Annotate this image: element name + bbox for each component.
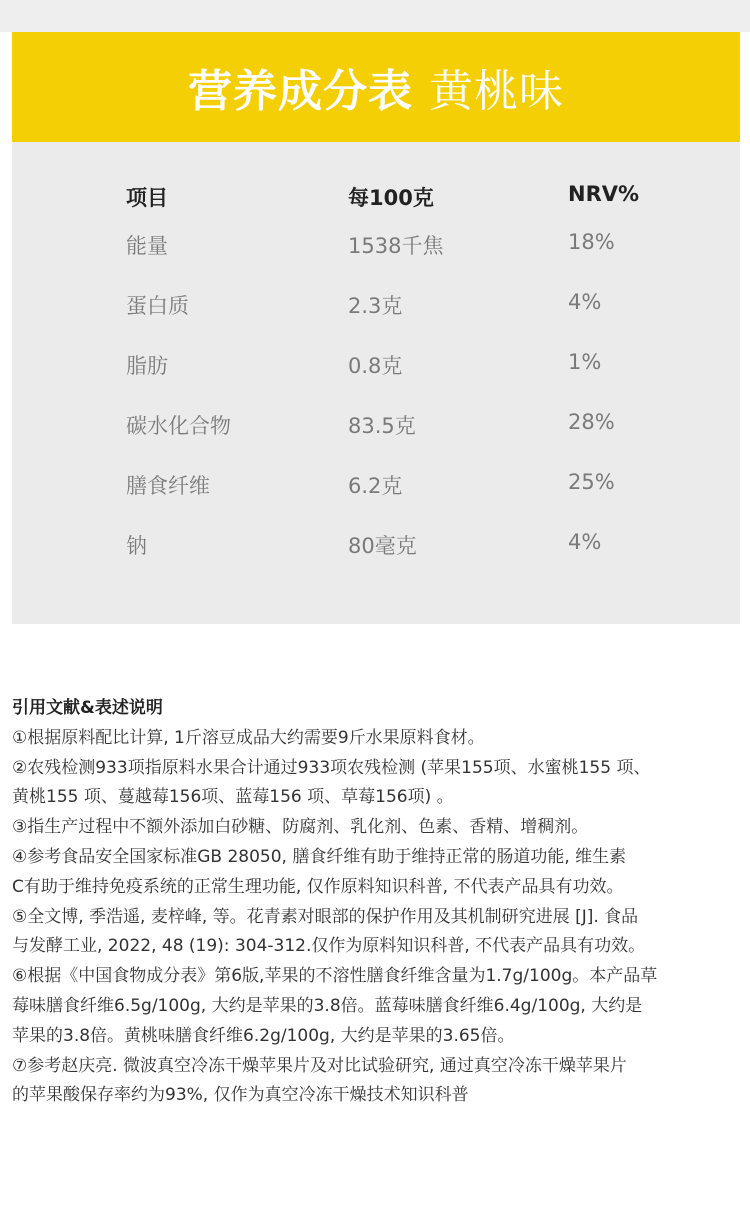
header-nrv: NRV% [568,182,640,206]
reference-line: ⑤全文博, 季浩遥, 麦梓峰, 等。花青素对眼部的保护作用及其机制研究进展 [J]. 食品 [12,906,639,927]
row-sodium-value: 80毫克 [348,534,417,558]
row-fiber-value: 6.2克 [348,474,403,498]
reference-line: ①根据原料配比计算, 1斤溶豆成品大约需要9斤水果原料食材。 [12,727,485,748]
row-sodium-name: 钠 [126,534,147,558]
reference-line: 与发酵工业, 2022, 48 (19): 304-312.仅作为原料知识科普, 不代表产品具有功效。 [12,936,646,957]
nutrition-banner [12,32,740,142]
top-strip [0,0,750,32]
row-carbs-nrv: 28% [568,410,615,434]
row-fat-nrv: 1% [568,350,602,374]
row-protein-name: 蛋白质 [126,294,189,318]
row-carbs-name: 碳水化合物 [126,414,231,438]
header-per100g: 每100克 [348,186,434,210]
references-title: 引用文献&表述说明 [12,698,163,718]
row-protein-value: 2.3克 [348,294,403,318]
row-sodium-nrv: 4% [568,530,602,554]
banner-flavor: 黄桃味 [429,66,564,117]
reference-line: ②农残检测933项指原料水果合计通过933项农残检测 (苹果155项、水蜜桃155 项、 [12,757,651,778]
reference-line: ③指生产过程中不额外添加白砂糖、防腐剂、乳化剂、色素、香精、增稠剂。 [12,817,589,838]
row-energy-value: 1538千焦 [348,234,444,258]
row-fat-name: 脂肪 [126,354,168,378]
references-section [12,694,742,1111]
reference-line: 苹果的3.8倍。黄桃味膳食纤维6.2g/100g, 大约是苹果的3.65倍。 [12,1025,515,1046]
reference-line: ④参考食品安全国家标准GB 28050, 膳食纤维有助于维持正常的肠道功能, 维生素 [12,846,627,867]
banner-title: 营养成分表 [188,66,413,117]
row-protein-nrv: 4% [568,290,602,314]
row-fiber-nrv: 25% [568,470,615,494]
reference-line: ⑥根据《中国食物成分表》第6版,苹果的不溶性膳食纤维含量为1.7g/100g。本产品草 [12,966,658,987]
row-fat-value: 0.8克 [348,354,403,378]
row-energy-nrv: 18% [568,230,615,254]
reference-line: ⑦参考赵庆亮. 微波真空冷冻干燥苹果片及对比试验研究, 通过真空冷冻干燥苹果片 [12,1055,627,1076]
reference-line: C有助于维持免疫系统的正常生理功能, 仅作原料知识科普, 不代表产品具有功效。 [12,876,624,897]
row-fiber-name: 膳食纤维 [126,474,210,498]
reference-line: 黄桃155 项、蔓越莓156项、蓝莓156 项、草莓156项) 。 [12,787,454,808]
row-carbs-value: 83.5克 [348,414,416,438]
row-energy-name: 能量 [126,234,168,258]
reference-line: 的苹果酸保存率约为93%, 仅作为真空冷冻干燥技术知识科普 [12,1085,469,1106]
nutrition-panel [12,32,740,624]
reference-line: 莓味膳食纤维6.5g/100g, 大约是苹果的3.8倍。蓝莓味膳食纤维6.4g/100g, 大约是 [12,995,643,1016]
header-item: 项目 [126,186,168,210]
